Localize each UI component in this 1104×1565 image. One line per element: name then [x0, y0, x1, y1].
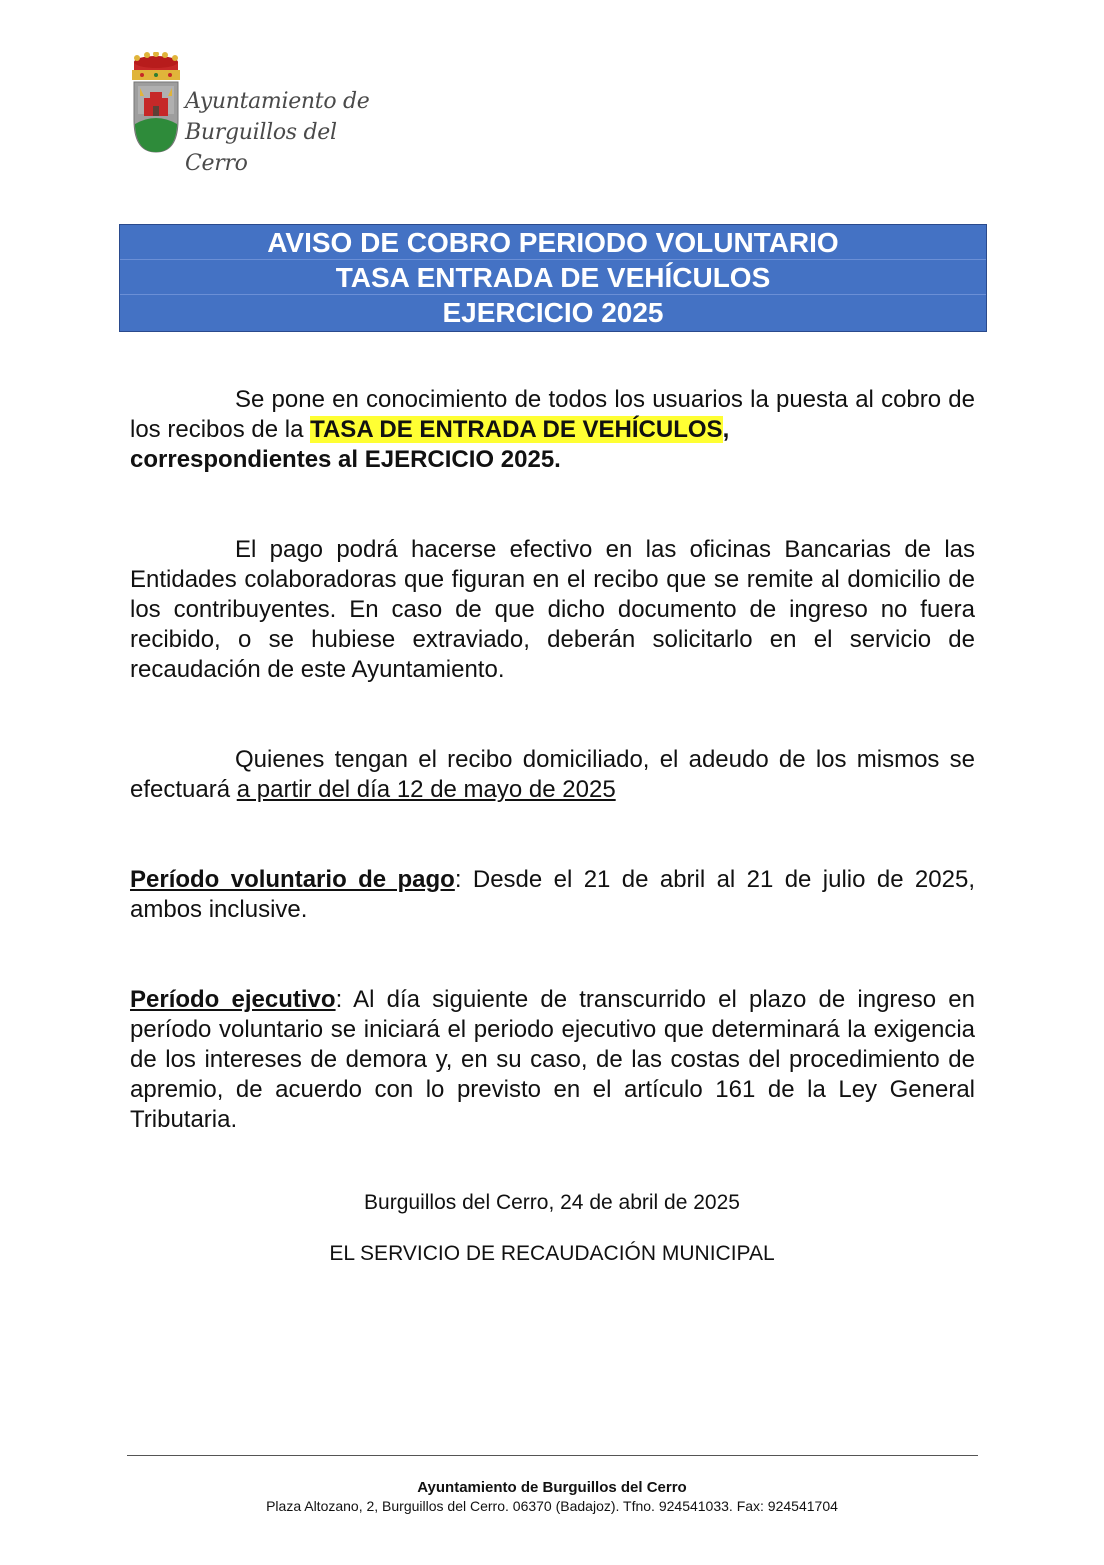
voluntary-period-label: Período voluntario de pago: [130, 866, 455, 893]
title-line-3: EJERCICIO 2025: [442, 297, 664, 328]
comma: ,: [722, 416, 730, 443]
executive-period-label: Período ejecutivo: [130, 986, 336, 1013]
paragraph-1-text: Se pone en conocimiento de todos los usuarios la puesta al cobro de los recibos de la: [130, 386, 975, 443]
paragraph-3-text: Quienes tengan el recibo domiciliado, el adeudo de los mismos se efectuará: [130, 746, 975, 803]
highlighted-tax-name: TASA DE ENTRADA DE VEHÍCULOS: [310, 416, 723, 443]
coat-of-arms-icon: [128, 52, 184, 156]
signer: EL SERVICIO DE RECAUDACIÓN MUNICIPAL: [329, 1242, 775, 1265]
paragraph-executive-period: [130, 985, 975, 1135]
paragraph-payment: [130, 535, 975, 685]
separator: :: [454, 866, 462, 893]
footer-divider: [127, 1455, 978, 1456]
title-line-2: TASA ENTRADA DE VEHÍCULOS: [120, 260, 986, 295]
title-line-1: AVISO DE COBRO PERIODO VOLUNTARIO: [120, 225, 986, 260]
executive-period-text: Al día siguiente de transcurrido el plazo de ingreso en período voluntario se iniciará el periodo ejecutivo que determinará la exigencia de los intereses de demora y, en su caso, de las costas del procedimiento de apremio, de acuerdo con lo previsto en el artículo 161 de la Ley General Tributaria.: [130, 986, 975, 1133]
separator: :: [335, 986, 343, 1013]
debit-date: a partir del día 12 de mayo de 2025: [236, 776, 616, 803]
logo-line-1: Ayuntamiento de: [185, 89, 370, 114]
municipal-logo: [128, 52, 388, 176]
paragraph-direct-debit: [130, 745, 975, 805]
footer-organization: Ayuntamiento de Burguillos del Cerro: [417, 1479, 687, 1496]
place-and-date: Burguillos del Cerro, 24 de abril de 2025: [364, 1191, 740, 1214]
voluntary-period-text: Desde el 21 de abril al 21 de julio de 2025, ambos inclusive.: [130, 866, 975, 923]
paragraph-announcement: [130, 385, 975, 475]
logo-line-2: Burguillos del Cerro: [185, 120, 337, 176]
logo-text: [185, 86, 388, 179]
paragraph-voluntary-period: [130, 865, 975, 925]
paragraph-2-text: El pago podrá hacerse efectivo en las oficinas Bancarias de las Entidades colaboradoras que figuran en el recibo que se remite al domicilio de los contribuyentes. En caso de que dicho documento de ingreso no fuera recibido, o se hubiese extraviado, deberán solicitarlo en el servicio de recaudación de este Ayuntamiento.: [130, 536, 975, 683]
paragraph-1-bold-tail: correspondientes al EJERCICIO 2025.: [130, 446, 561, 473]
notice-title-box: [119, 224, 987, 332]
footer-address: Plaza Altozano, 2, Burguillos del Cerro. 06370 (Badajoz). Tfno. 924541033. Fax: 924541704: [266, 1498, 838, 1514]
